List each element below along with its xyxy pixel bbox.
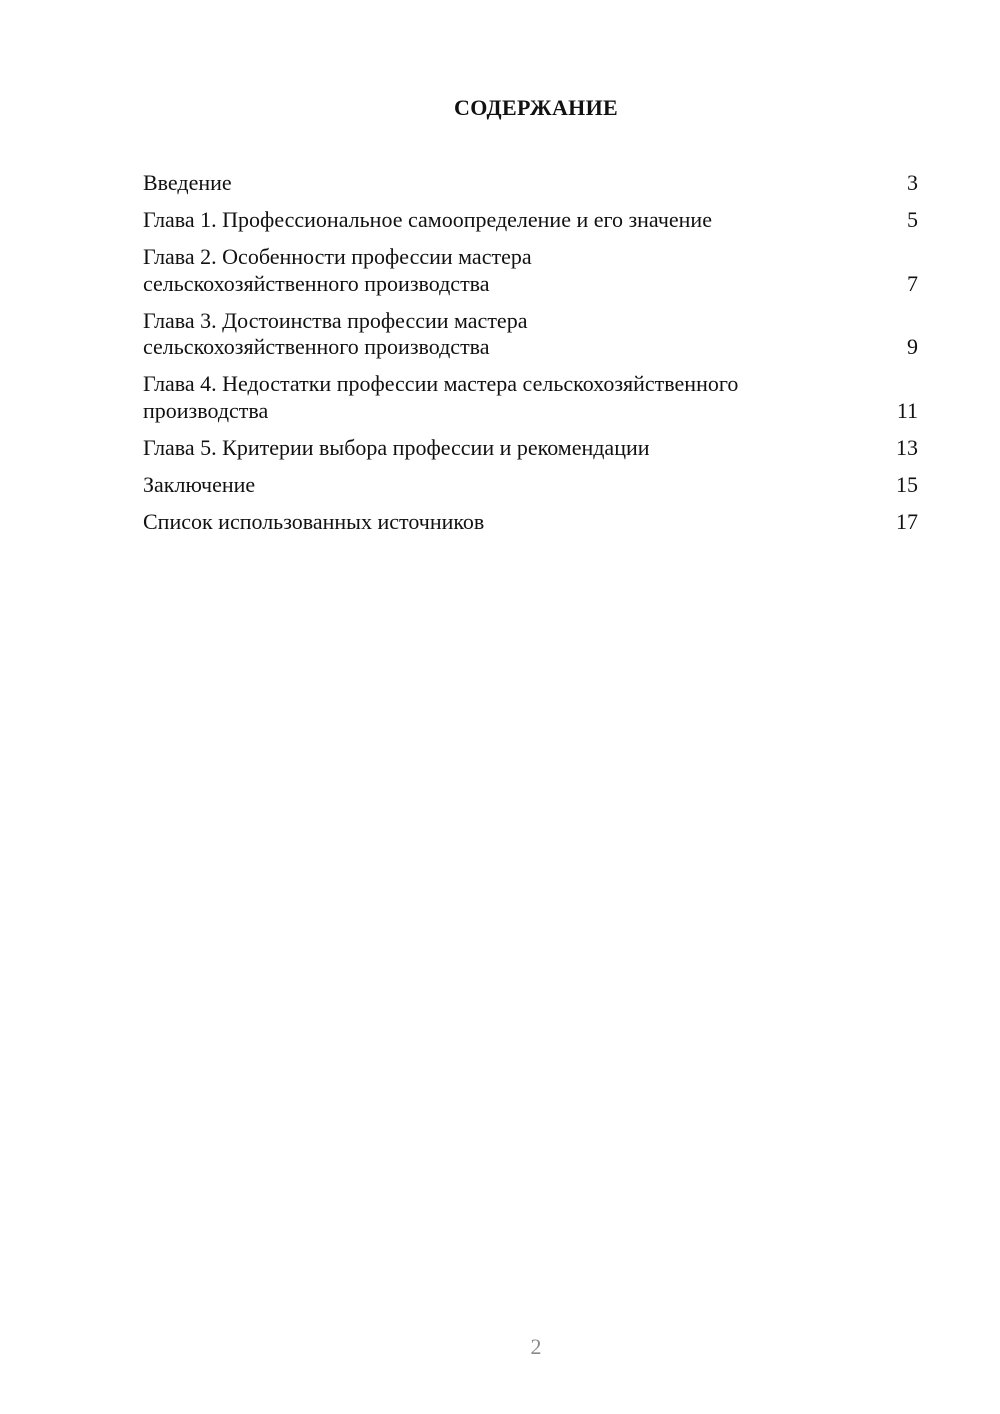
toc-entry-page: 15 <box>896 471 918 497</box>
toc-entry-introduction <box>143 170 918 197</box>
toc-entry-label: Глава 5. Критерии выбора профессии и рекомендации <box>143 434 650 460</box>
toc-entry-page: 3 <box>907 170 918 195</box>
toc-entry-chapter-3 <box>143 308 918 361</box>
toc-entry-chapter-1 <box>143 207 918 234</box>
toc-entry-page: 5 <box>907 207 918 232</box>
toc-entry-page: 17 <box>896 508 918 534</box>
page-number: 2 <box>530 1334 542 1359</box>
toc-entry-references <box>143 509 918 536</box>
toc-entry-conclusion <box>143 472 918 499</box>
toc-entry-chapter-2 <box>143 244 918 297</box>
toc-entry-label: Список использованных источников <box>143 508 485 534</box>
toc-entry-page: 9 <box>907 334 918 359</box>
toc-entry-page: 13 <box>896 434 918 460</box>
toc-list <box>143 170 918 546</box>
toc-entry-label: Глава 1. Профессиональное самоопределение и его значение <box>143 207 712 232</box>
toc-entry-chapter-4 <box>143 371 918 424</box>
toc-title: СОДЕРЖАНИЕ <box>454 95 618 120</box>
toc-entry-label: Заключение <box>143 471 256 497</box>
toc-entry-page: 11 <box>896 397 918 423</box>
toc-entry-chapter-5 <box>143 435 918 462</box>
toc-entry-label: Глава 2. Особенности профессии мастера сельскохозяйственного производства <box>143 244 532 296</box>
toc-entry-label: Введение <box>143 170 232 195</box>
toc-entry-page: 7 <box>907 270 918 296</box>
toc-entry-label: Глава 4. Недостатки профессии мастера сельскохозяйственного производства <box>143 371 739 423</box>
toc-entry-label: Глава 3. Достоинства профессии мастера сельскохозяйственного производства <box>143 307 528 359</box>
